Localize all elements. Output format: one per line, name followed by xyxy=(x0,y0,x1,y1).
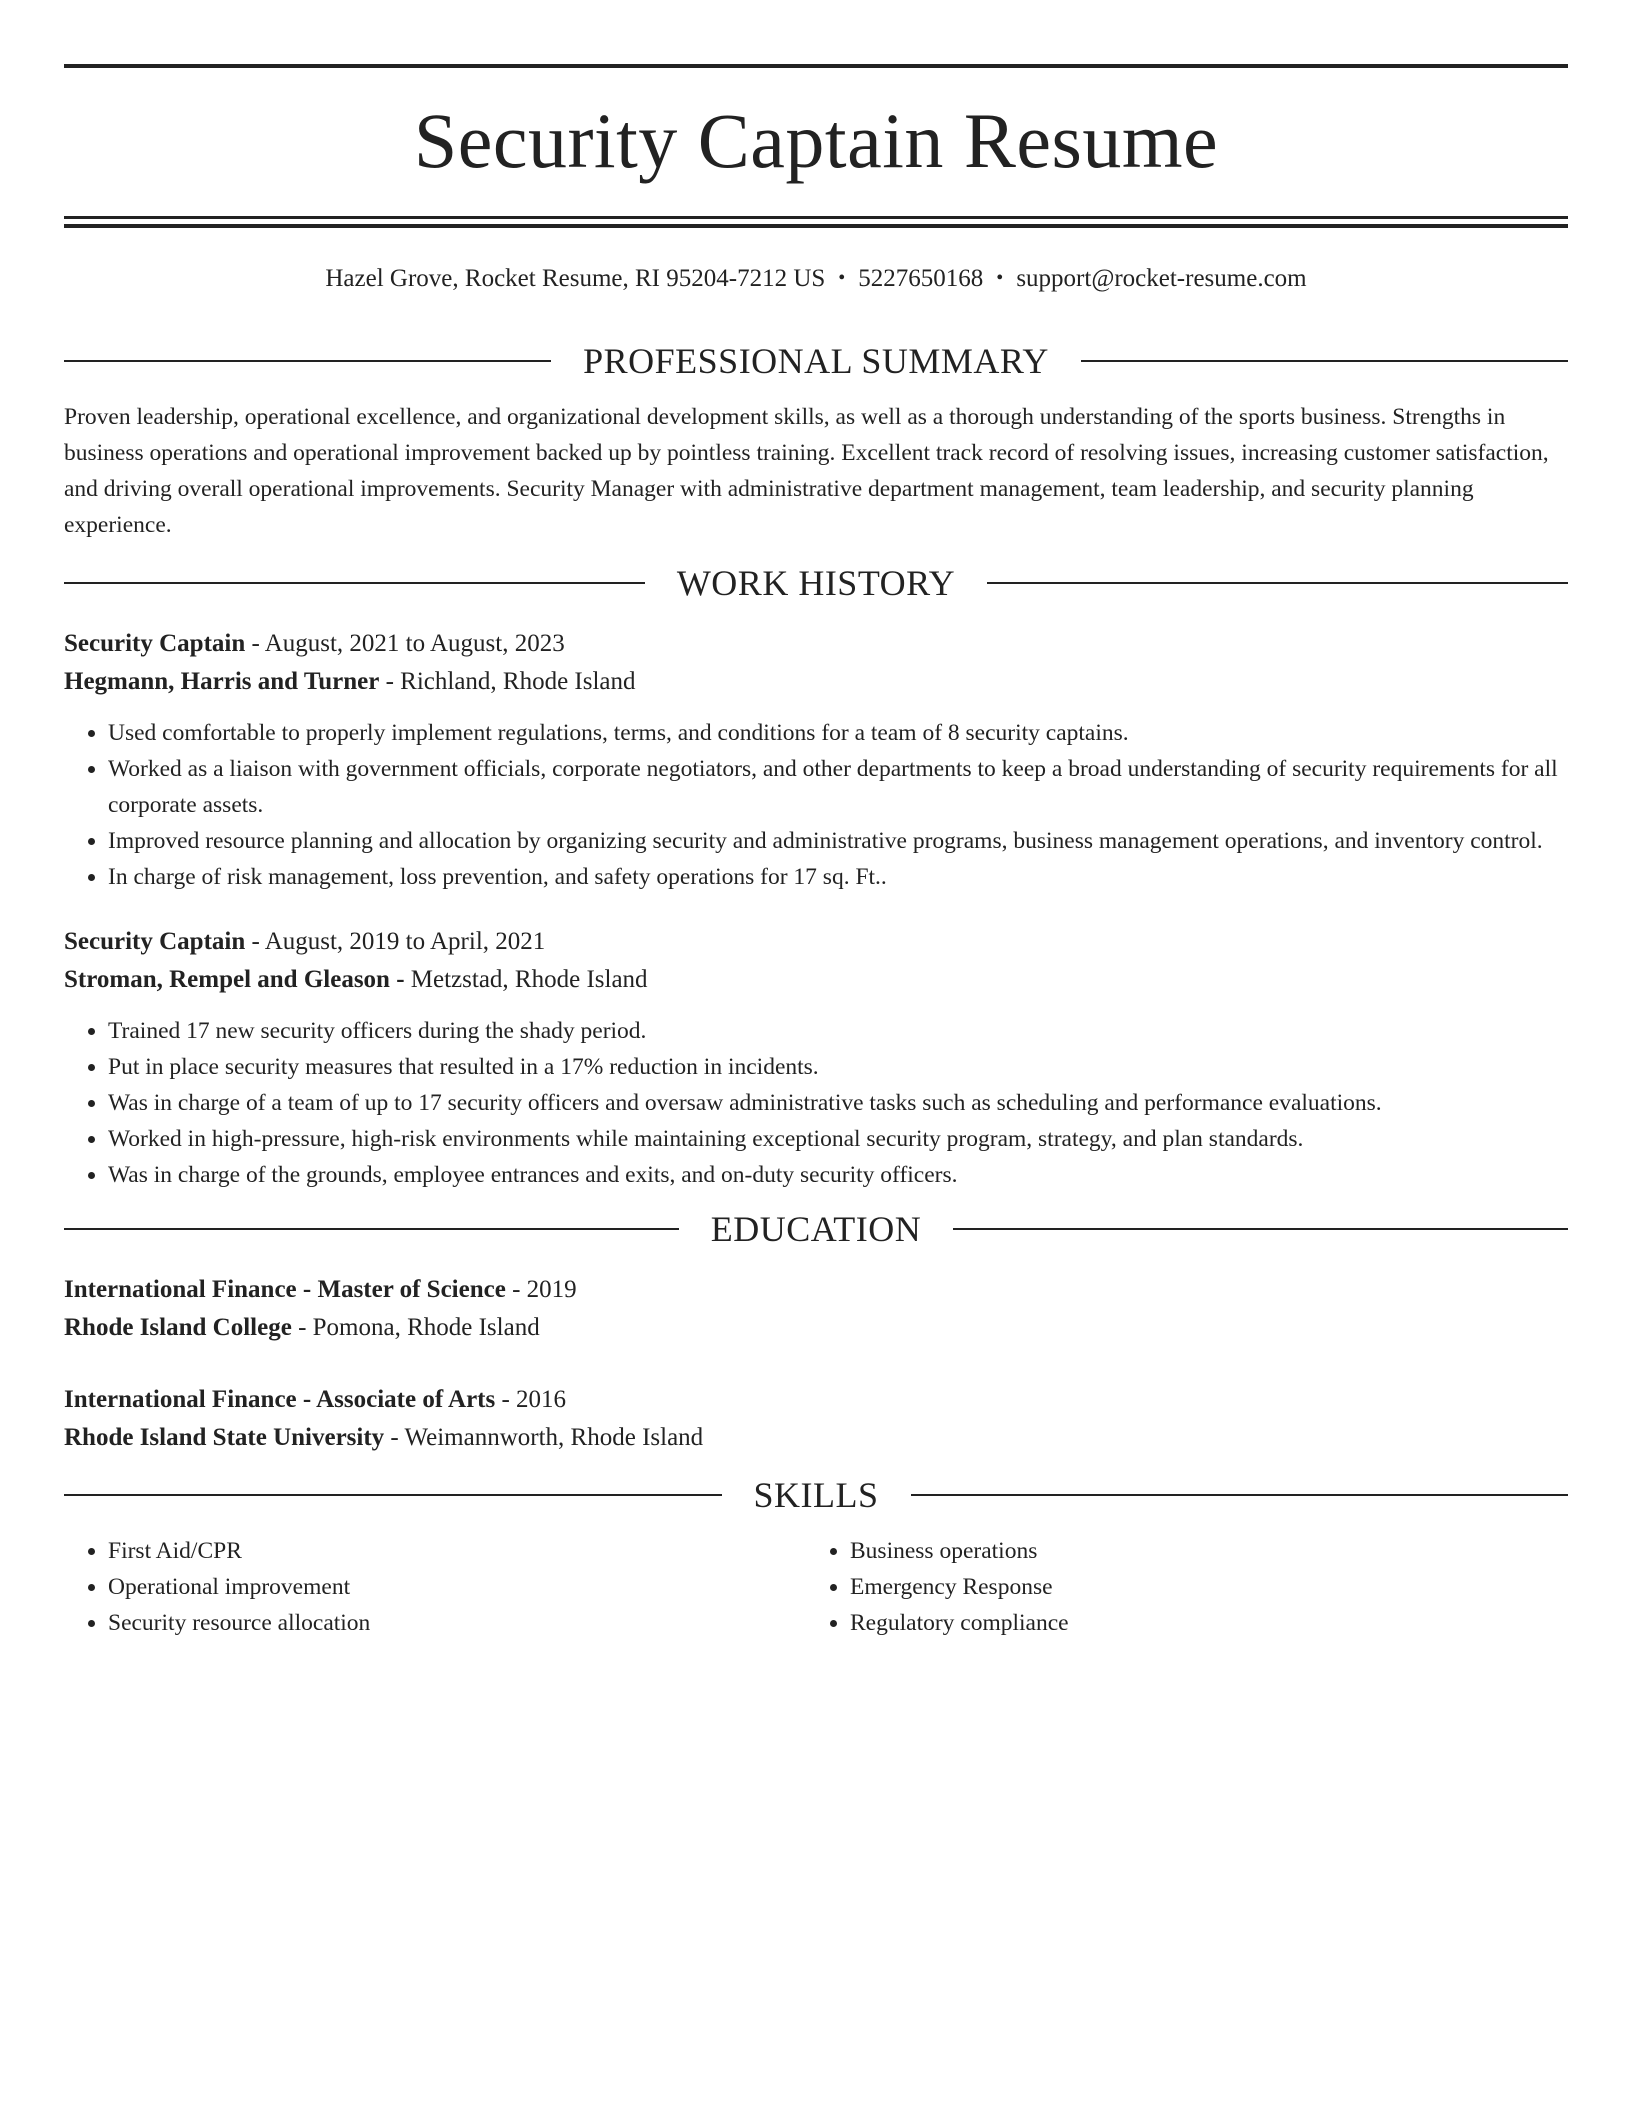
degree: International Finance - Master of Science xyxy=(64,1276,506,1303)
skill-item: • Business operations xyxy=(850,1533,1548,1569)
summary-heading xyxy=(64,343,1568,379)
job-bullet: • Improved resource planning and allocation by organizing security and administrative programs, business management operations, and inventory control. xyxy=(108,823,1568,859)
job-dates: - August, 2019 to April, 2021 xyxy=(245,928,546,955)
job-bullet: • Was in charge of a team of up to 17 security officers and oversaw administrative tasks such as scheduling and performance evaluations. xyxy=(108,1085,1568,1121)
work-history-heading xyxy=(64,565,1568,601)
education-heading-label: EDUCATION xyxy=(710,1209,922,1249)
education-entry xyxy=(64,1271,1568,1347)
skills-heading-label: SKILLS xyxy=(753,1475,879,1515)
job-entry xyxy=(64,625,1568,895)
skills-heading xyxy=(64,1477,1568,1513)
degree: International Finance - Associate of Arts xyxy=(64,1386,496,1413)
job-company: Stroman, Rempel and Gleason - xyxy=(64,966,405,993)
job-bullet: • Was in charge of the grounds, employee entrances and exits, and on-duty security officers. xyxy=(108,1157,1568,1193)
education-entry xyxy=(64,1381,1568,1457)
contact-phone: 5227650168 xyxy=(858,265,984,292)
job-location: - Richland, Rhode Island xyxy=(379,668,636,695)
job-title: Security Captain xyxy=(64,928,246,955)
contact-separator: • xyxy=(838,267,846,289)
skill-item: • Security resource allocation xyxy=(108,1605,806,1641)
summary-text: Proven leadership, operational excellence, and organizational development skills, as well as a thorough understanding of the sports business. Strengths in business operations and operational improvement backed up by pointless training. Excellent track record of resolving issues, increasing customer satisfaction, and driving overall operational improvements. Security Manager with administrative department management, team leadership, and security planning experience. xyxy=(64,404,1549,538)
degree-year: - 2016 xyxy=(495,1386,567,1413)
school-location: - Pomona, Rhode Island xyxy=(291,1314,540,1341)
job-company-line xyxy=(64,961,1568,999)
job-bullet: • Worked in high-pressure, high-risk environments while maintaining exceptional security program, strategy, and plan standards. xyxy=(108,1121,1568,1157)
contact-email: support@rocket-resume.com xyxy=(1016,265,1307,292)
heading-rule xyxy=(953,1228,1568,1230)
job-bullet: • In charge of risk management, loss prevention, and safety operations for 17 sq. Ft.. xyxy=(108,859,1568,895)
job-title: Security Captain xyxy=(64,630,246,657)
skills-column-left xyxy=(64,1533,806,1641)
school: Rhode Island College xyxy=(64,1314,292,1341)
title-bottom-rule-2 xyxy=(64,224,1568,228)
degree-line xyxy=(64,1271,1568,1309)
school-line xyxy=(64,1309,1568,1347)
education-heading xyxy=(64,1211,1568,1247)
contact-address: Hazel Grove, Rocket Resume, RI 95204-7212 US xyxy=(325,265,826,292)
resume-page xyxy=(64,64,1568,1641)
skills-column-right xyxy=(806,1533,1548,1641)
job-bullet: • Put in place security measures that resulted in a 17% reduction in incidents. xyxy=(108,1049,1568,1085)
job-bullets xyxy=(64,1013,1568,1193)
job-company: Hegmann, Harris and Turner xyxy=(64,668,380,695)
heading-rule xyxy=(1081,360,1568,362)
title-top-rule xyxy=(64,64,1568,68)
school-line xyxy=(64,1419,1568,1457)
heading-rule xyxy=(64,1494,722,1496)
skill-item: • Emergency Response xyxy=(850,1569,1548,1605)
work-history-heading-label: WORK HISTORY xyxy=(676,563,956,603)
job-entry xyxy=(64,923,1568,1193)
job-title-line xyxy=(64,923,1568,961)
job-bullet: • Worked as a liaison with government officials, corporate negotiators, and other departments to keep a broad understanding of security requirements for all corporate assets. xyxy=(108,751,1568,823)
skill-item: • First Aid/CPR xyxy=(108,1533,806,1569)
job-dates: - August, 2021 to August, 2023 xyxy=(245,630,565,657)
heading-rule xyxy=(987,582,1568,584)
contact-separator: • xyxy=(996,267,1004,289)
skills-list xyxy=(64,1533,1568,1641)
job-bullet: • Used comfortable to properly implement regulations, terms, and conditions for a team of 8 security captains. xyxy=(108,715,1568,751)
job-bullet: • Trained 17 new security officers during the shady period. xyxy=(108,1013,1568,1049)
school: Rhode Island State University xyxy=(64,1424,385,1451)
job-company-line xyxy=(64,663,1568,701)
heading-rule xyxy=(64,1228,679,1230)
degree-line xyxy=(64,1381,1568,1419)
school-location: - Weimannworth, Rhode Island xyxy=(384,1424,704,1451)
summary-heading-label: PROFESSIONAL SUMMARY xyxy=(583,341,1049,381)
skill-item: • Regulatory compliance xyxy=(850,1605,1548,1641)
contact-line xyxy=(64,266,1568,291)
job-bullets xyxy=(64,715,1568,895)
heading-rule xyxy=(64,360,551,362)
skill-item: • Operational improvement xyxy=(108,1569,806,1605)
page-title: Security Captain Resume xyxy=(413,97,1219,184)
title-bottom-rule xyxy=(64,216,1568,219)
job-location: Metzstad, Rhode Island xyxy=(404,966,648,993)
heading-rule xyxy=(911,1494,1569,1496)
job-title-line xyxy=(64,625,1568,663)
degree-year: - 2019 xyxy=(505,1276,577,1303)
heading-rule xyxy=(64,582,645,584)
